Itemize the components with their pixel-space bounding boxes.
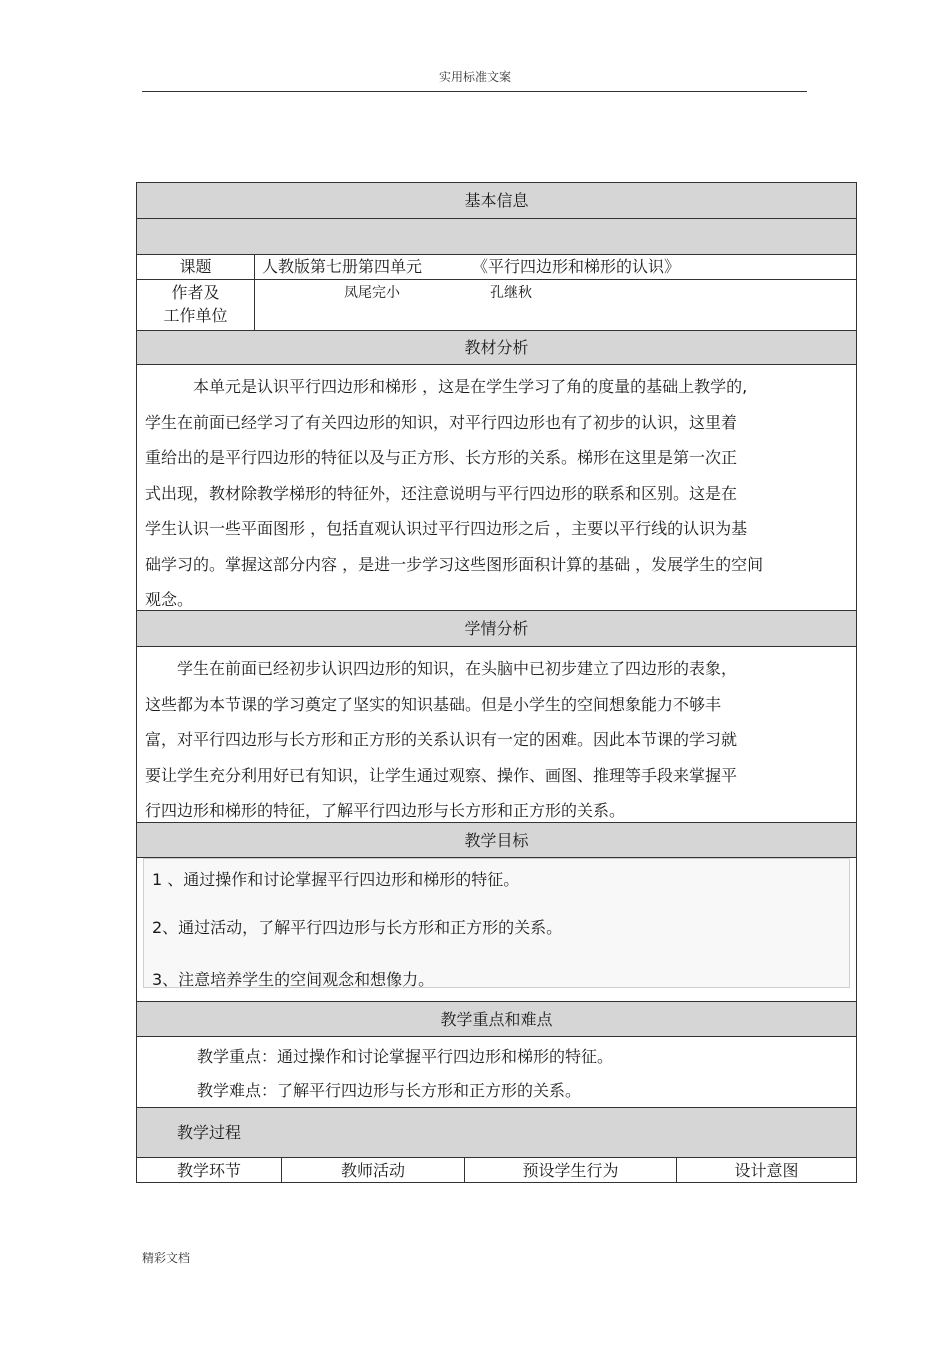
material-line: 观念。 <box>145 590 194 609</box>
section-learner-title: 学情分析 <box>137 611 856 647</box>
author-unit: 凤尾完小 <box>344 285 400 301</box>
page-footer: 精彩文档 <box>142 1251 191 1265</box>
page-header: 实用标准文案 <box>438 70 511 84</box>
topic-title: 《平行四边形和梯形的认识》 <box>472 257 681 276</box>
empty-header-band <box>137 219 856 255</box>
header-rule <box>142 91 807 92</box>
teaching-focus: 教学重点：通过操作和讨论掌握平行四边形和梯形的特征。 <box>197 1047 614 1066</box>
material-line: 学生认识一些平面图形 ，包括直观认识过平行四边形之后 ，主要以平行线的认识为基 <box>145 519 748 538</box>
author-label-line2: 工作单位 <box>163 306 228 325</box>
topic-label: 课题 <box>137 255 255 279</box>
learner-line: 富，对平行四边形与长方形和正方形的关系认识有一定的困难。因此本节课的学习就 <box>145 730 738 749</box>
key-points-text <box>137 1037 856 1108</box>
material-line: 式出现，教材除教学梯形的特征外，还注意说明与平行四边形的联系和区别。这是在 <box>145 483 738 503</box>
author-value <box>255 280 856 330</box>
goal-item: 1 、通过操作和讨论掌握平行四边形和梯形的特征。 <box>152 870 520 889</box>
section-goals-title: 教学目标 <box>137 823 856 858</box>
learner-analysis-text <box>137 647 856 823</box>
goal-item: 3、注意培养学生的空间观念和想像力。 <box>152 970 435 989</box>
learner-line: 这些都为本节课的学习奠定了坚实的知识基础。但是小学生的空间想象能力不够丰 <box>145 694 722 714</box>
material-line: 础学习的。掌握这部分内容 ，是进一步学习这些图形面积计算的基础 ，发展学生的空间 <box>145 554 764 574</box>
author-name: 孔继秋 <box>490 285 532 301</box>
author-label <box>137 280 255 330</box>
column-header: 预设学生行为 <box>465 1158 677 1182</box>
author-label-line1: 作者及 <box>171 283 220 302</box>
goals-wrap <box>137 858 856 1002</box>
learner-line: 学生在前面已经初步认识四边形的知识，在头脑中已初步建立了四边形的表象， <box>177 659 738 678</box>
column-header: 教师活动 <box>282 1158 465 1182</box>
section-basic-info-title: 基本信息 <box>137 183 856 219</box>
learner-line: 要让学生充分利用好已有知识，让学生通过观察、操作、画图、推理等手段来掌握平 <box>145 765 738 785</box>
teaching-difficulty: 教学难点：了解平行四边形与长方形和正方形的关系。 <box>197 1081 582 1100</box>
material-line: 本单元是认识平行四边形和梯形 ，这是在学生学习了角的度量的基础上教学的, <box>193 377 748 396</box>
column-header: 教学环节 <box>137 1158 282 1182</box>
goal-item: 2、通过活动，了解平行四边形与长方形和正方形的关系。 <box>152 918 563 937</box>
topic-value <box>255 255 856 279</box>
section-key-points-title: 教学重点和难点 <box>137 1002 856 1037</box>
topic-unit: 人教版第七册第四单元 <box>262 257 423 276</box>
column-header: 设计意图 <box>734 1161 799 1180</box>
process-columns <box>137 1158 856 1182</box>
goals-box <box>143 858 850 988</box>
material-analysis-text <box>137 365 856 611</box>
material-line: 重给出的是平行四边形的特征以及与正方形、长方形的关系。梯形在这里是第一次正 <box>145 448 738 467</box>
topic-row <box>137 255 856 280</box>
section-material-title: 教材分析 <box>137 331 856 365</box>
lesson-plan-table <box>136 182 857 1183</box>
material-line: 学生在前面已经学习了有关四边形的知识，对平行四边形也有了初步的认识，这里着 <box>145 412 738 432</box>
section-process-title: 教学过程 <box>137 1108 856 1158</box>
learner-line: 行四边形和梯形的特征，了解平行四边形与长方形和正方形的关系。 <box>145 801 626 820</box>
author-row <box>137 280 856 331</box>
